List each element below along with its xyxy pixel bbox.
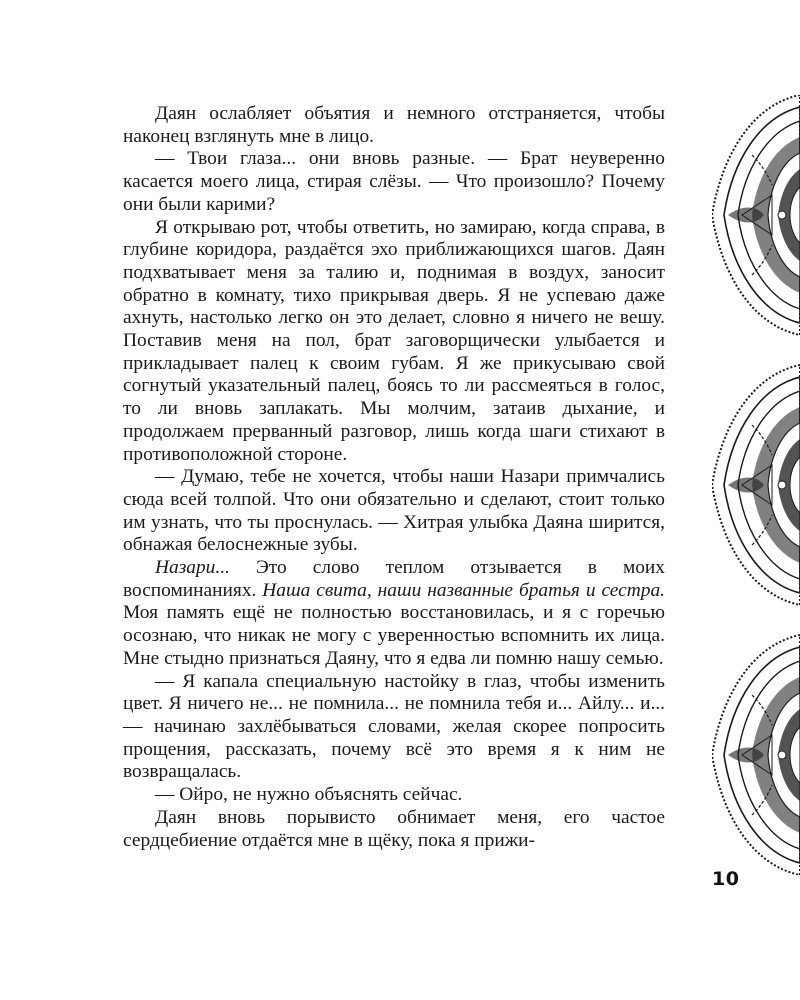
text-run: — Думаю, тебе не хочется, чтобы наши Назари примчались сюда всей толпой. Что они обязательно и сделают, стоит только им узнать, что ты проснулась. — Хитрая улыбка Даяна ширится, обнажая белоснежные зубы. [123, 466, 665, 556]
text-run: Даян ослабляет объятия и немного отстраняется, чтобы наконец взглянуть мне в лицо. [123, 103, 665, 147]
mandala-ornament-icon [712, 95, 800, 875]
text-run: — Ойро, не нужно объяснять сейчас. [155, 784, 463, 806]
text-run: Моя память ещё не полностью восстановилась, и я с горечью осознаю, что никак не могу с уверенностью вспомнить их лица. Мне стыдно признаться Даяну, что я едва ли помню нашу семью. [123, 602, 665, 669]
paragraph [123, 217, 665, 467]
paragraph [123, 671, 665, 785]
paragraph [123, 784, 665, 807]
text-run: Я открываю рот, чтобы ответить, но замираю, когда справа, в глубине коридора, раздаётся эхо приближающихся шагов. Даян подхватывает меня за талию и, поднимая в воздух, заносит обратно в комнату, тихо прикрывая дверь. Я не успеваю даже ахнуть, настолько легко он это делает, словно я ничего не вешу. Поставив меня на пол, брат заговорщически улыбается и прикладывает палец к своим губам. Я же прикусываю свой согнутый указательный палец, боясь то ли рассмеяться в голос, то ли вновь заплакать. Мы молчим, затаив дыхание, и продолжаем прерванный разговор, лишь когда шаги стихают в противоположной стороне. [123, 216, 665, 465]
decorative-border [712, 95, 800, 875]
paragraph [123, 807, 665, 852]
italic-text: Назари... [155, 557, 230, 579]
paragraph [123, 103, 665, 148]
page-number: 10 [712, 868, 740, 890]
paragraph [123, 466, 665, 557]
paragraph [123, 557, 665, 671]
text-run: Даян вновь порывисто обнимает меня, его частое сердцебиение отдаётся мне в щёку, пока я прижи- [123, 806, 665, 851]
italic-text: Наша свита, наши названные братья и сестра. [262, 579, 665, 601]
text-run: Это слово теплом отзывается в моих воспоминаниях. [123, 557, 665, 601]
body-text [123, 103, 665, 852]
text-run: — Твои глаза... они вновь разные. — Брат неуверенно касается моего лица, стирая слёзы. — Что произошло? Почему они были карими? [123, 148, 665, 215]
text-run: — Я капала специальную настойку в глаз, чтобы изменить цвет. Я ничего не... не помнила... не помнила тебя и... Айлу... и... — начинаю захлёбываться словами, желая скорее попросить прощения, рассказать, почему всё это время я к ним не возвращалась. [123, 670, 665, 783]
paragraph [123, 148, 665, 216]
